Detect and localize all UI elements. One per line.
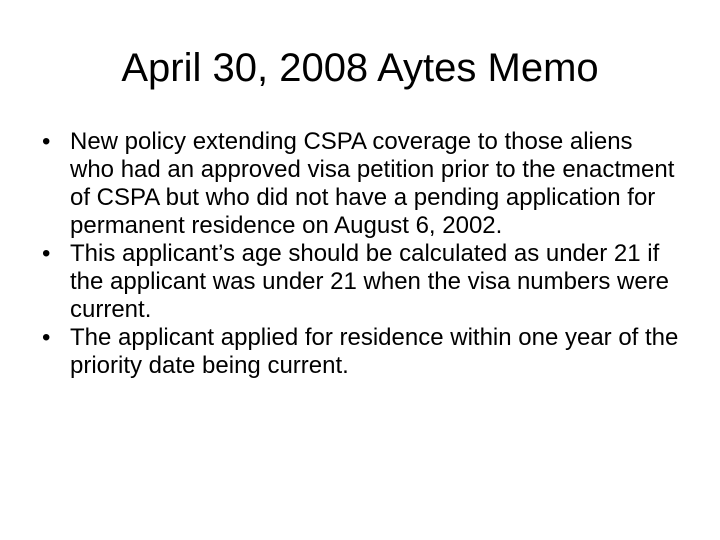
bullet-text: This applicant’s age should be calculated as under 21 if the applicant was under 21 when the visa numbers were current. <box>70 240 670 323</box>
slide-title: April 30, 2008 Aytes Memo <box>121 46 599 90</box>
bullet-icon: • <box>42 240 51 267</box>
bullet-item <box>40 324 680 380</box>
bullet-list <box>40 128 680 380</box>
bullet-icon: • <box>42 128 51 155</box>
bullet-item <box>40 240 680 324</box>
bullet-text: New policy extending CSPA coverage to those aliens who had an approved visa petition prior to the enactment of CSPA but who did not have a pending application for permanent residence on August 6, 2002. <box>70 128 675 239</box>
bullet-icon: • <box>42 324 51 351</box>
bullet-text: The applicant applied for residence within one year of the priority date being current. <box>70 324 679 379</box>
bullet-item <box>40 128 680 240</box>
